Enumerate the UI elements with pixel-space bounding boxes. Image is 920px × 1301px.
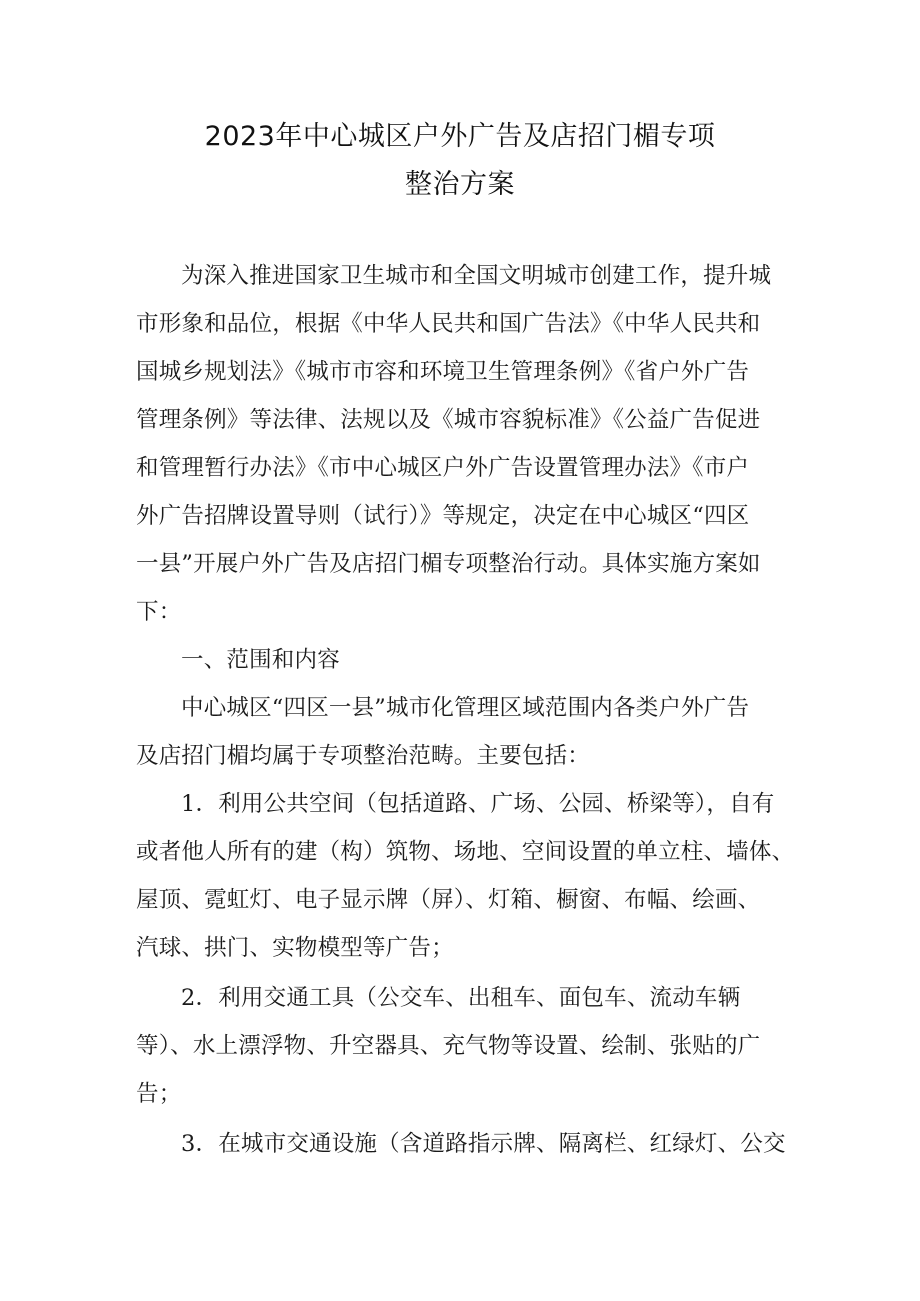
paragraph-line: 和管理暂行办法》《市中心城区户外广告设置管理办法》《市户 [136, 455, 750, 481]
paragraph-line: 中心城区“四区一县”城市化管理区域范围内各类户外广告 [181, 695, 750, 721]
list-item-line: 屋顶、霓虹灯、电子显示牌（屏）、灯箱、橱窗、布幅、绘画、 [136, 887, 761, 913]
list-item-line: 或者他人所有的建（构）筑物、场地、空间设置的单立柱、墙体、 [136, 839, 795, 865]
list-item-line: 2．利用交通工具（公交车、出租车、面包车、流动车辆 [181, 985, 741, 1011]
list-item-line: 3．在城市交通设施（含道路指示牌、隔离栏、红绿灯、公交 [181, 1131, 786, 1157]
document-title-line-2: 整治方案 [405, 169, 515, 200]
section-heading: 一、范围和内容 [181, 647, 340, 673]
paragraph-line: 市形象和品位，根据《中华人民共和国广告法》《中华人民共和 [136, 311, 761, 337]
list-item-line: 1．利用公共空间（包括道路、广场、公园、桥梁等），自有 [181, 791, 775, 817]
paragraph-line: 一县”开展户外广告及店招门楣专项整治行动。具体实施方案如 [136, 551, 761, 577]
paragraph-line: 及店招门楣均属于专项整治范畴。主要包括： [136, 743, 591, 769]
document-title-line-1: 2023年中心城区户外广告及店招门楣专项 [204, 121, 716, 152]
list-item-line: 等）、水上漂浮物、升空器具、充气物等设置、绘制、张贴的广 [136, 1033, 761, 1059]
list-item-line: 汽球、拱门、实物模型等广告； [136, 935, 454, 961]
paragraph-line: 管理条例》等法律、法规以及《城市容貌标准》《公益广告促进 [136, 407, 761, 433]
paragraph-line: 国城乡规划法》《城市市容和环境卫生管理条例》《省户外广告 [136, 359, 750, 385]
list-item-line: 告； [136, 1081, 182, 1107]
paragraph-line: 下： [136, 599, 182, 625]
paragraph-line: 外广告招牌设置导则（试行）》等规定，决定在中心城区“四区 [136, 503, 750, 529]
paragraph-line: 为深入推进国家卫生城市和全国文明城市创建工作，提升城 [181, 263, 772, 289]
